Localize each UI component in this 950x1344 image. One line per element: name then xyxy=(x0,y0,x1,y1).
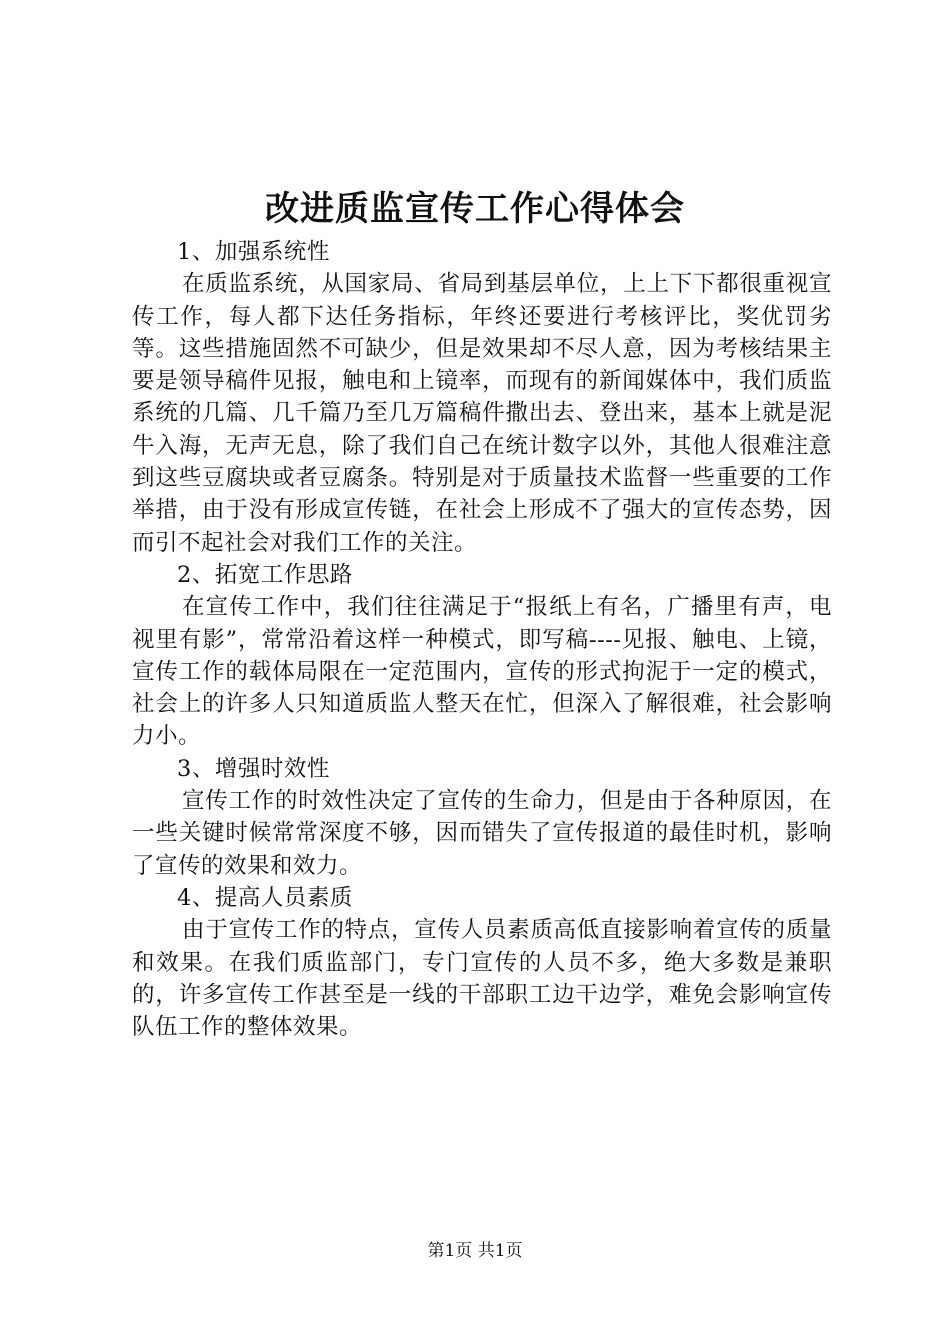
section-3-heading: 3、增强时效性 xyxy=(177,755,330,782)
section-4-heading: 4、提高人员素质 xyxy=(177,884,353,911)
section-2-paragraph: 在宣传工作中，我们往往满足于“报纸上有名，广播里有声，电视里有影”，常常沿着这样一种模式，即写稿----见报、触电、上镜，宣传工作的载体局限在一定范围内，宣传的形式拘泥于一定的模式，社会上的许多人只知道质监人整天在忙，但深入了解很难，社会影响力小。 xyxy=(132,594,832,750)
section-1-heading: 1、加强系统性 xyxy=(177,239,330,265)
section-1-paragraph: 在质监系统，从国家局、省局到基层单位，上上下下都很重视宣传工作，每人都下达任务指标，年终还要进行考核评比，奖优罚劣等。这些措施固然不可缺少，但是效果却不尽人意，因为考核结果主要是领导稿件见报，触电和上镜率，而现有的新闻媒体中，我们质监系统的几篇、几千篇乃至几万篇稿件撒出去、登出来，基本上就是泥牛入海，无声无息，除了我们自己在统计数字以外，其他人很难注意到这些豆腐块或者豆腐条。特别是对于质量技术监督一些重要的工作举措，由于没有形成宣传链，在社会上形成不了强大的宣传态势，因而引不起社会对我们工作的关注。 xyxy=(132,271,832,556)
section-3-paragraph: 宣传工作的时效性决定了宣传的生命力，但是由于各种原因，在一些关键时候常常深度不够，因而错失了宣传报道的最佳时机，影响了宣传的效果和效力。 xyxy=(132,788,832,879)
section-4-paragraph: 由于宣传工作的特点，宣传人员素质高低直接影响着宣传的质量和效果。在我们质监部门，专门宣传的人员不多，绝大多数是兼职的，许多宣传工作甚至是一线的干部职工边干边学，难免会影响宣传队伍工作的整体效果。 xyxy=(132,917,832,1041)
document-body xyxy=(132,236,832,1043)
document-title: 改进质监宣传工作心得体会 xyxy=(265,189,685,229)
page-number-footer: 第1页 共1页 xyxy=(427,1241,523,1261)
section-2-heading: 2、拓宽工作思路 xyxy=(177,561,353,588)
